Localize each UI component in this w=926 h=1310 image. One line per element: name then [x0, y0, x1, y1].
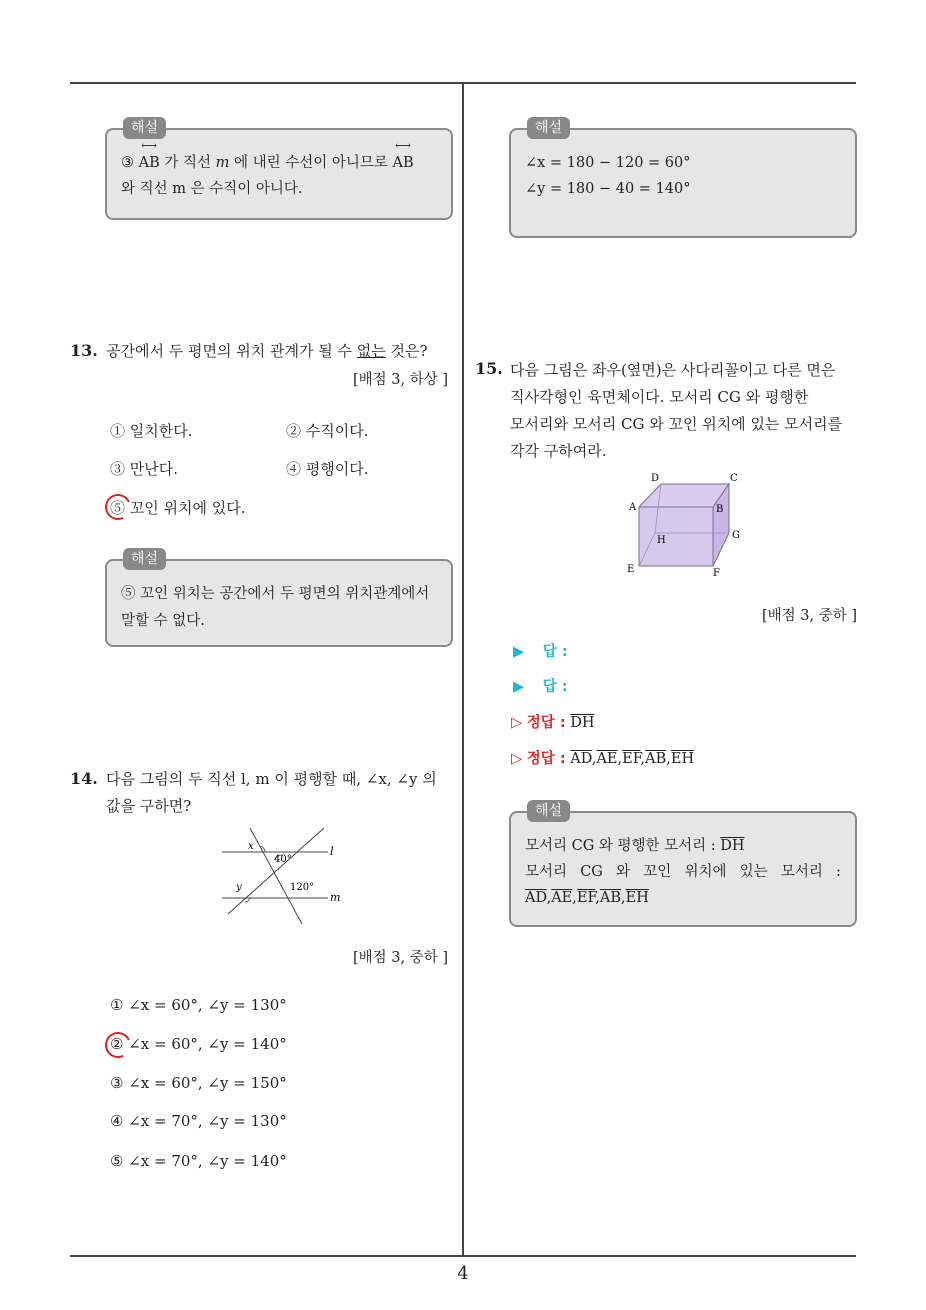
option-2[interactable]: ② 수직이다. — [286, 422, 369, 440]
label-40: 40° — [274, 854, 292, 865]
option-5[interactable]: ⑤ 꼬인 위치에 있다. — [110, 499, 246, 517]
answer-row-2[interactable]: ▶ 답 : — [513, 679, 568, 695]
correct-answer-2: ▷ 정답 : $\overline{AD},\overline{AE},\overline{EF},\overline{AB},\overline{EH}$ — [511, 751, 695, 767]
option-2[interactable]: ② ∠x = 60°, ∠y = 140° — [110, 1035, 287, 1053]
explanation-tag: 해설 — [123, 548, 166, 570]
option-3[interactable]: ③ ∠x = 60°, ∠y = 150° — [110, 1074, 287, 1092]
vertex-F: F — [713, 568, 720, 579]
question-text: 공간에서 두 평면의 위치 관계가 될 수 없는 것은? — [106, 342, 428, 360]
explanation-tag: 해설 — [123, 117, 166, 139]
explanation-line-2: 와 직선 m 은 수직이 아니다. — [121, 181, 303, 197]
answer-mark-circle — [101, 1028, 134, 1061]
answer-mark-circle — [101, 490, 134, 523]
question-number: 15. — [475, 359, 503, 378]
question-text: 다음 그림의 두 직선 l, m 이 평행할 때, ∠x, ∠y 의 값을 구하면? — [106, 770, 437, 815]
vertex-B: B — [716, 504, 724, 515]
bottom-rule — [70, 1255, 856, 1257]
option-4[interactable]: ④ ∠x = 70°, ∠y = 130° — [110, 1112, 287, 1130]
line-ab-symbol: ⟷ AB — [138, 139, 160, 171]
outline-arrow-icon: ▷ — [511, 751, 523, 767]
vertex-G: G — [732, 530, 740, 541]
explanation-line-3: $\overline{AD},\overline{AE},\overline{EF},\overline{AB},\overline{EH}$ — [525, 890, 649, 906]
option-4[interactable]: ④ 평행이다. — [286, 460, 369, 478]
score-label: [배점 3, 중하 ] — [352, 950, 448, 966]
explanation-line-2: 모서리 CG 와 꼬인 위치에 있는 모서리 : — [525, 864, 841, 880]
answer-row-1[interactable]: ▶ 답 : — [513, 644, 568, 660]
explanation-box-q15 — [509, 803, 857, 927]
label-120: 120° — [290, 882, 315, 893]
label-l: l — [330, 845, 334, 858]
label-m: m — [330, 891, 341, 904]
hexahedron-figure — [625, 470, 745, 580]
question-number: 13. — [70, 341, 98, 360]
option-5[interactable]: ⑤ ∠x = 70°, ∠y = 140° — [110, 1152, 287, 1170]
option-1[interactable]: ① ∠x = 60°, ∠y = 130° — [110, 996, 287, 1014]
play-arrow-icon: ▶ — [513, 644, 525, 660]
explanation-tag: 해설 — [527, 117, 570, 139]
score-label: [배점 3, 하상 ] — [352, 372, 448, 388]
explanation-box-q14 — [509, 120, 857, 238]
vertex-H: H — [657, 535, 666, 546]
option-3[interactable]: ③ 만난다. — [110, 460, 179, 478]
play-arrow-icon: ▶ — [513, 679, 525, 695]
vertex-E: E — [627, 564, 635, 575]
explanation-line-1: ∠x = 180 − 120 = 60° — [525, 155, 691, 171]
outline-arrow-icon: ▷ — [511, 715, 523, 731]
question-text: 다음 그림은 좌우(옆면)은 사다리꼴이고 다른 면은 직사각형인 육면체이다. 모서리 CG 와 평행한 모서리와 모서리 CG 와 꼬인 위치에 있는 모서리를 각각 구하여라. — [510, 361, 843, 460]
correct-answer-1: ▷ 정답 : $\overline{DH}$ — [511, 715, 595, 731]
explanation-tag: 해설 — [527, 800, 570, 822]
parallel-lines-figure — [220, 826, 350, 926]
line-ab-symbol: ⟷ AB — [392, 139, 414, 171]
vertex-A: A — [629, 502, 637, 513]
vertex-C: C — [730, 473, 738, 484]
page-number: 4 — [457, 1263, 469, 1284]
explanation-line-1: ③ ⟷ AB 가 직선 m 에 내린 수선이 아니므로 ⟷ AB — [121, 150, 437, 176]
explanation-line-2: ∠y = 180 − 40 = 140° — [525, 181, 691, 197]
explanation-line-1: 모서리 CG 와 평행한 모서리 : $\overline{DH}$ — [525, 838, 745, 854]
explanation-text: ⑤ 꼬인 위치는 공간에서 두 평면의 위치관계에서 말할 수 없다. — [121, 586, 430, 629]
explanation-box-q13 — [105, 551, 453, 647]
option-1[interactable]: ① 일치한다. — [110, 422, 193, 440]
column-divider — [462, 84, 464, 1255]
vertex-D: D — [651, 473, 660, 484]
explanation-box-q12 — [105, 120, 453, 220]
label-x: x — [248, 841, 254, 852]
question-number: 14. — [70, 769, 98, 788]
label-y: y — [236, 882, 242, 893]
score-label: [배점 3, 중하 ] — [761, 608, 857, 624]
